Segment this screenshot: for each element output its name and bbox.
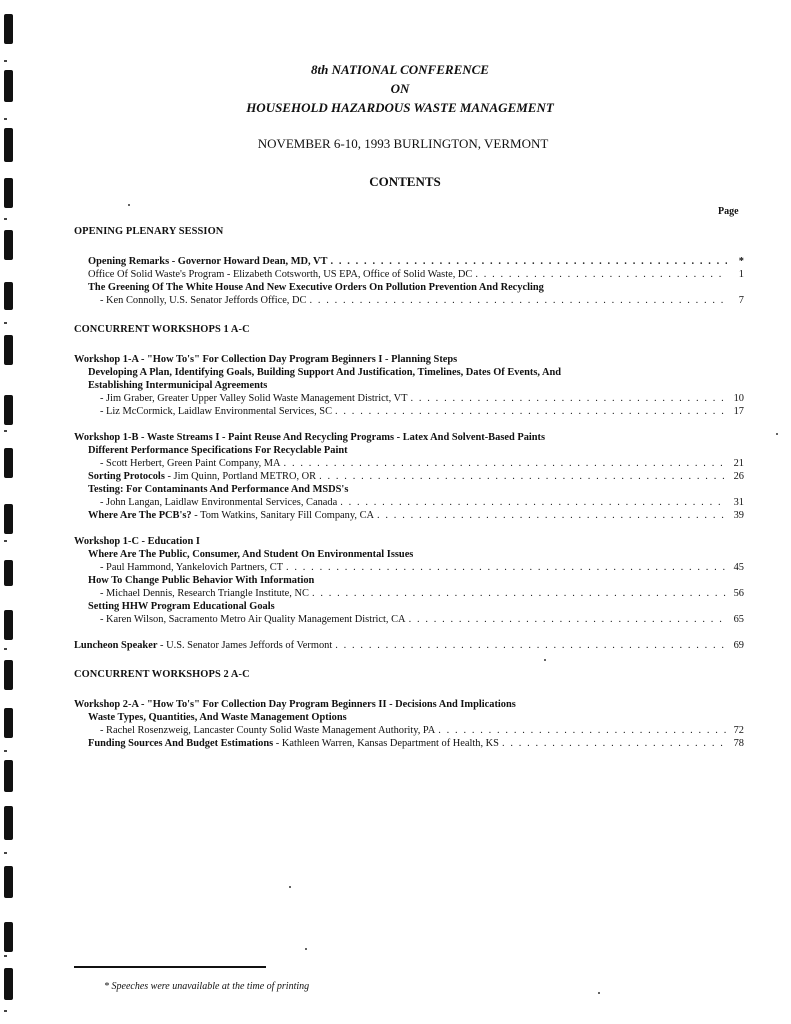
toc-entry-title: - John Langan, Laidlaw Environmental Services, Canada (100, 497, 338, 508)
toc-entry-title: - Liz McCormick, Laidlaw Environmental Services, SC (100, 406, 333, 417)
toc-subtitle: The Greening Of The White House And New Executive Orders On Pollution Prevention And Recycling (88, 282, 544, 293)
scan-speck (776, 433, 778, 435)
toc-entry-page: 1 (738, 269, 744, 280)
toc-subtitle: How To Change Public Behavior With Information (88, 575, 315, 586)
conference-title-line3: HOUSEHOLD HAZARDOUS WASTE MANAGEMENT (246, 100, 554, 115)
section-concurrent-workshops-2: CONCURRENT WORKSHOPS 2 A-C (74, 669, 250, 680)
section-concurrent-workshops-1: CONCURRENT WORKSHOPS 1 A-C (74, 324, 250, 335)
toc-entry[interactable] (74, 268, 744, 281)
binding-marks (0, 0, 22, 1024)
scan-speck (289, 886, 291, 888)
toc-entry-title: Opening Remarks - Governor Howard Dean, MD, VT (88, 256, 328, 267)
toc-subtitle: Developing A Plan, Identifying Goals, Building Support And Justification, Timelines, Dates Of Events, And (88, 367, 562, 378)
toc-entry-title: - Paul Hammond, Yankelovich Partners, CT (100, 562, 283, 573)
toc-entry-page: 17 (733, 406, 744, 417)
toc-subtitle: Waste Types, Quantities, And Waste Management Options (88, 712, 347, 723)
toc-entry-label: Sorting Protocols (88, 471, 165, 482)
toc-entry-page: 78 (733, 738, 744, 749)
toc-entry[interactable] (74, 509, 744, 522)
toc-entry[interactable] (74, 392, 744, 405)
conference-title-line2: ON (390, 81, 410, 96)
workshop-1c-title: Workshop 1-C - Education I (74, 536, 200, 547)
toc-entry[interactable] (74, 457, 744, 470)
toc-entry-title: - U.S. Senator James Jeffords of Vermont (157, 640, 333, 651)
toc-subtitle: Different Performance Specifications For Recyclable Paint (88, 445, 348, 456)
conference-title-line1: 8th NATIONAL CONFERENCE (311, 62, 489, 77)
workshop-1a-title: Workshop 1-A - "How To's" For Collection Day Program Beginners I - Planning Steps (74, 354, 458, 365)
toc-subtitle: Where Are The Public, Consumer, And Student On Environmental Issues (88, 549, 414, 560)
toc-entry-title: - Ken Connolly, U.S. Senator Jeffords Office, DC (100, 295, 307, 306)
scan-speck (128, 204, 130, 206)
toc-entry-title: - Tom Watkins, Sanitary Fill Company, CA (191, 510, 375, 521)
toc-entry-label: Where Are The PCB's? (88, 510, 192, 521)
toc-entry-page: 39 (733, 510, 744, 521)
workshop-1b-title: Workshop 1-B - Waste Streams I - Paint Reuse And Recycling Programs - Latex And Solvent-Based Paints (74, 432, 546, 443)
toc-subtitle: Testing: For Contaminants And Performance And MSDS's (88, 484, 349, 495)
toc-entry-page: 72 (733, 725, 744, 736)
toc-subtitle: Setting HHW Program Educational Goals (88, 601, 275, 612)
toc-entry[interactable] (74, 587, 744, 600)
toc-entry[interactable] (74, 255, 744, 268)
toc-entry-page: 45 (733, 562, 744, 573)
toc-entry[interactable] (74, 496, 744, 509)
table-of-contents (74, 222, 744, 750)
date-location: NOVEMBER 6-10, 1993 BURLINGTON, VERMONT (257, 136, 549, 151)
toc-entry-title: - Karen Wilson, Sacramento Metro Air Quality Management District, CA (100, 614, 406, 625)
footnote-rule (74, 966, 266, 968)
toc-entry-title: - Kathleen Warren, Kansas Department of Health, KS (273, 738, 499, 749)
contents-heading: CONTENTS (369, 174, 441, 189)
toc-entry-title: - Scott Herbert, Green Paint Company, MA (100, 458, 281, 469)
scan-speck (544, 659, 546, 661)
toc-entry-page: 10 (733, 393, 744, 404)
toc-entry[interactable] (74, 294, 744, 307)
toc-entry-page: 7 (738, 295, 744, 306)
toc-entry[interactable] (74, 470, 744, 483)
toc-entry[interactable] (74, 613, 744, 626)
toc-entry-label: Luncheon Speaker (74, 640, 158, 651)
page-column-label: Page (718, 206, 739, 217)
toc-entry-page: 69 (733, 640, 744, 651)
toc-entry-label: Funding Sources And Budget Estimations (88, 738, 274, 749)
toc-entry-page: 26 (733, 471, 744, 482)
toc-entry[interactable] (74, 561, 744, 574)
toc-entry-title: Office Of Solid Waste's Program - Elizabeth Cotsworth, US EPA, Office of Solid Waste, DC (88, 269, 473, 280)
section-opening-plenary: OPENING PLENARY SESSION (74, 226, 224, 237)
toc-subtitle: Establishing Intermunicipal Agreements (88, 380, 268, 391)
toc-entry-page: * (738, 256, 744, 267)
scan-speck (305, 948, 307, 950)
toc-entry-title: - Michael Dennis, Research Triangle Institute, NC (100, 588, 309, 599)
toc-entry-page: 31 (733, 497, 744, 508)
toc-entry-title: - Jim Quinn, Portland METRO, OR (164, 471, 317, 482)
toc-entry-page: 65 (733, 614, 744, 625)
toc-entry[interactable] (74, 724, 744, 737)
toc-entry-page: 21 (733, 458, 744, 469)
workshop-2a-title: Workshop 2-A - "How To's" For Collection Day Program Beginners II - Decisions And Implications (74, 699, 516, 710)
toc-entry[interactable] (74, 405, 744, 418)
toc-entry-luncheon[interactable] (74, 639, 744, 652)
toc-entry-title: - Rachel Rosenzweig, Lancaster County Solid Waste Management Authority, PA (100, 725, 436, 736)
toc-entry[interactable] (74, 737, 744, 750)
scan-speck (598, 992, 600, 994)
toc-entry-page: 56 (733, 588, 744, 599)
footnote: * Speeches were unavailable at the time of printing (104, 981, 310, 992)
toc-entry-title: - Jim Graber, Greater Upper Valley Solid Waste Management District, VT (100, 393, 408, 404)
